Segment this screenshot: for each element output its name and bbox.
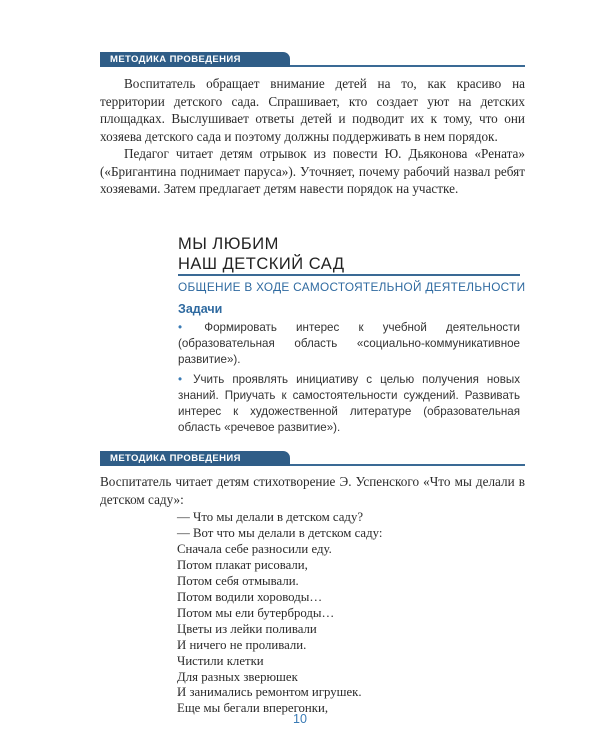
poem-line: И занимались ремонтом игрушек.: [177, 685, 362, 700]
poem-line: — Что мы делали в детском саду?: [177, 510, 364, 524]
lesson-title-line-1: МЫ ЛЮБИМ: [178, 235, 279, 253]
method-header-bottom: [100, 451, 525, 466]
poem-line: Потом мы ели бутерброды…: [177, 605, 335, 620]
task-item: [178, 372, 520, 436]
lesson-title-line-2: НАШ ДЕТСКИЙ САД: [178, 255, 345, 273]
poem-line: Для разных зверюшек: [177, 669, 298, 684]
poem-line: Потом себя отмывали.: [177, 573, 299, 588]
intro-paragraph-2: Педагог читает детям отрывок из повести Ю. Дьяконова «Рената» («Бригантина поднимает паруса»). Уточняет, почему рабочий назвал ребят хозяевами. Затем предлагает детям навести порядок на участке.: [100, 146, 525, 196]
lesson-subtitle: ОБЩЕНИЕ В ХОДЕ САМОСТОЯТЕЛЬНОЙ ДЕЯТЕЛЬНОСТИ: [178, 280, 526, 294]
bullet-icon: •: [178, 373, 183, 386]
poem-line: Чистили клетки: [177, 653, 264, 668]
bullet-icon: •: [178, 321, 183, 334]
poem-line: Цветы из лейки поливали: [177, 621, 317, 636]
title-divider: [178, 274, 520, 276]
poem-intro: Воспитатель читает детям стихотворение Э. Успенского «Что мы делали в детском саду»:: [100, 474, 525, 507]
poem: [177, 510, 382, 717]
task-list: [178, 320, 520, 440]
task-text: Учить проявлять инициативу с целью получения новых знаний. Приучать к самостоятельности суждений. Развивать интерес к художественной литературе (образовательная область «речевое развитие»).: [178, 373, 520, 434]
task-item: [178, 320, 520, 368]
task-text: Формировать интерес к учебной деятельности (образовательная область «социально-коммуникативное развитие»).: [178, 321, 520, 366]
intro-paragraph-1: Воспитатель обращает внимание детей на то, как красиво на территории детского сада. Спрашивает, кто создает уют на детских площадках. Выслушивает ответы детей и подводит их к тому, что они хозяева детского сада и поэтому должны поддерживать в нем порядок.: [100, 76, 525, 144]
poem-line: И ничего не проливали.: [177, 637, 307, 652]
method-header-label: МЕТОДИКА ПРОВЕДЕНИЯ: [100, 451, 290, 466]
tasks-heading: Задачи: [178, 302, 223, 316]
poem-line: — Вот что мы делали в детском саду:: [177, 525, 383, 540]
poem-line: Потом плакат рисовали,: [177, 557, 308, 572]
method-header-top: [100, 52, 525, 67]
poem-line: Потом водили хороводы…: [177, 589, 323, 604]
lesson-title: [178, 234, 478, 274]
poem-line: Сначала себе разносили еду.: [177, 541, 332, 556]
poem-line: Еще мы бегали вперегонки,: [177, 701, 329, 716]
method-header-label: МЕТОДИКА ПРОВЕДЕНИЯ: [100, 52, 290, 67]
page-number: 10: [293, 712, 307, 726]
